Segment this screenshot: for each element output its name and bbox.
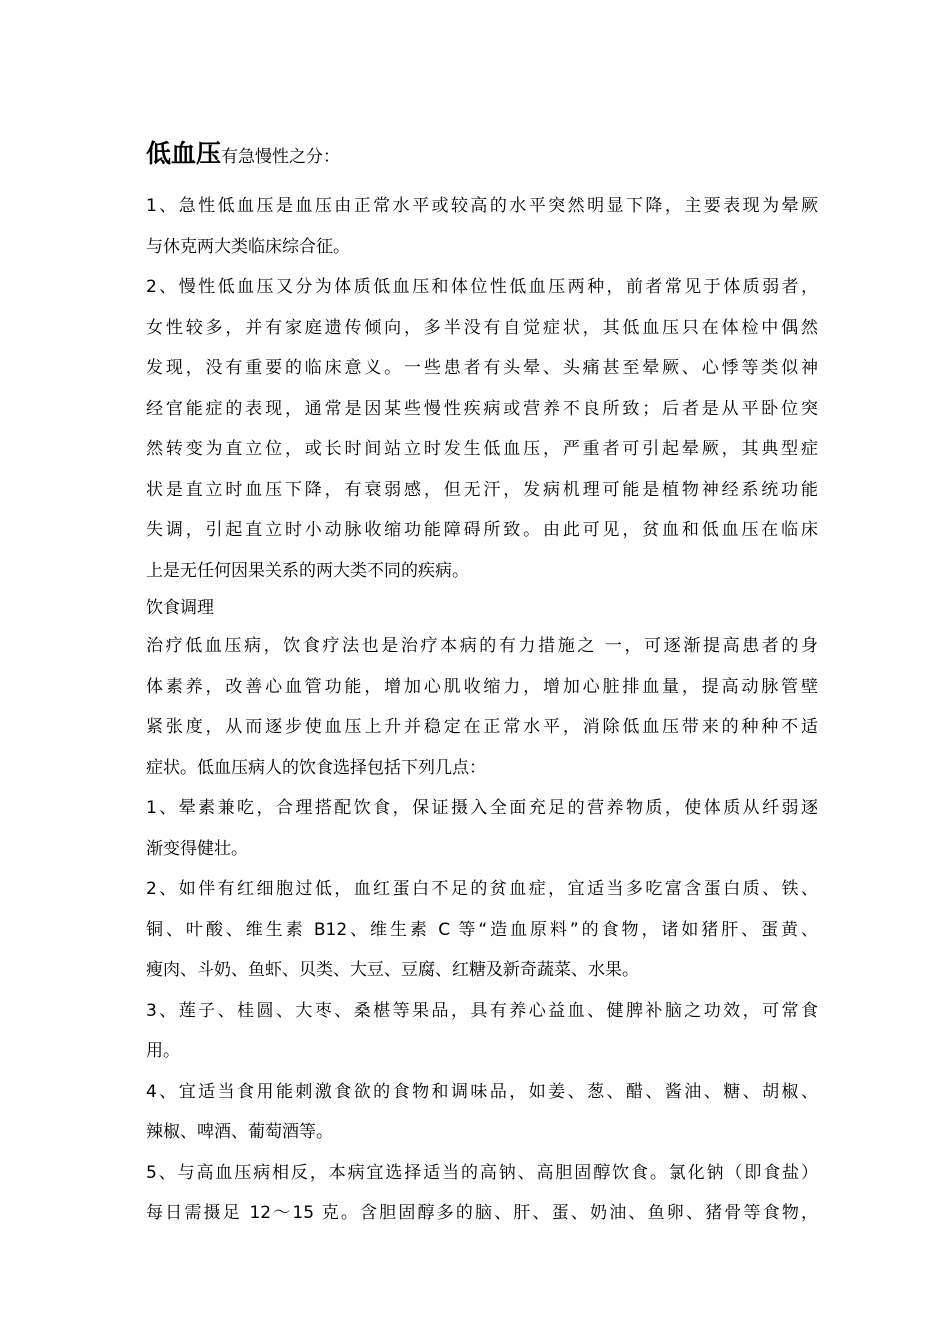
- text-line: 饮食调理: [146, 598, 214, 618]
- paragraph: [146, 186, 818, 267]
- text-line: 失调，引起直立时小动脉收缩功能障碍所致。由此可见，贫血和低血压在临床: [146, 520, 818, 540]
- text-line: 状是直立时血压下降，有衰弱感，但无汗，发病机理可能是植物神经系统功能: [146, 479, 818, 500]
- text-line: 然转变为直立位，或长时间站立时发生低血压，严重者可引起晕厥，其典型症: [146, 439, 818, 459]
- text-line: 发现，没有重要的临床意义。一些患者有头晕、头痛甚至晕厥、心悸等类似神: [146, 358, 818, 378]
- paragraph: [146, 788, 818, 869]
- text-line: 上是无任何因果关系的两大类不同的疾病。: [146, 560, 469, 581]
- text-line: 治疗低血压病，饮食疗法也是治疗本病的有力措施之 一，可逐渐提高患者的身: [146, 636, 818, 656]
- document-body: [146, 186, 818, 1234]
- text-line: 用。: [146, 1041, 180, 1061]
- text-line: 3、莲子、桂圆、大枣、桑椹等果品，具有养心益血、健脾补脑之功效，可常食: [146, 1000, 818, 1021]
- text-line: 1、急性低血压是血压由正常水平或较高的水平突然明显下降，主要表现为晕厥: [146, 196, 818, 216]
- text-line: 辣椒、啤酒、葡萄酒等。: [146, 1122, 333, 1142]
- paragraph: [146, 869, 818, 991]
- text-line: 每日需摄足 12～15 克。含胆固醇多的脑、肝、蛋、奶油、鱼卵、猪骨等食物，: [146, 1203, 818, 1223]
- text-line: 2、如伴有红细胞过低，血红蛋白不足的贫血症，宜适当多吃富含蛋白质、铁、: [146, 879, 818, 899]
- paragraph: [146, 991, 818, 1072]
- text-line: 紧张度，从而逐步使血压上升并稳定在正常水平，消除低血压带来的种种不适: [146, 717, 818, 737]
- text-line: 体素养，改善心血管功能，增加心肌收缩力，增加心脏排血量，提高动脉管壁: [146, 676, 818, 697]
- text-line: 渐变得健壮。: [146, 838, 248, 859]
- text-line: 5、与高血压病相反，本病宜选择适当的高钠、高胆固醇饮食。氯化钠（即食盐）: [146, 1162, 818, 1183]
- title-main: 低血压: [146, 139, 222, 168]
- text-line: 女性较多，并有家庭遗传倾向，多半没有自觉症状，其低血压只在体检中偶然: [146, 317, 818, 338]
- text-line: 4、宜适当食用能刺激食欲的食物和调味品，如姜、葱、醋、酱油、糖、胡椒、: [146, 1081, 818, 1102]
- paragraph: [146, 267, 818, 591]
- title-subtitle: 有急慢性之分：: [221, 147, 341, 167]
- section-heading: [146, 591, 818, 626]
- text-line: 与休克两大类临床综合征。: [146, 236, 350, 257]
- paragraph: [146, 1072, 818, 1153]
- text-line: 经官能症的表现，通常是因某些慢性疾病或营养不良所致；后者是从平卧位突: [146, 398, 818, 419]
- text-line: 症状。低血压病人的饮食选择包括下列几点：: [146, 757, 486, 778]
- paragraph: [146, 1153, 818, 1234]
- text-line: 铜、叶酸、维生素 B12、维生素 C 等“造血原料”的食物，诸如猪肝、蛋黄、: [146, 919, 818, 940]
- text-line: 瘦肉、斗奶、鱼虾、贝类、大豆、豆腐、红糖及新奇蔬菜、水果。: [146, 960, 639, 980]
- text-line: 2、慢性低血压又分为体质低血压和体位性低血压两种，前者常见于体质弱者，: [146, 277, 818, 297]
- document-title: [146, 134, 806, 174]
- text-line: 1、晕素兼吃，合理搭配饮食，保证摄入全面充足的营养物质，使体质从纤弱逐: [146, 798, 818, 818]
- paragraph: [146, 626, 818, 788]
